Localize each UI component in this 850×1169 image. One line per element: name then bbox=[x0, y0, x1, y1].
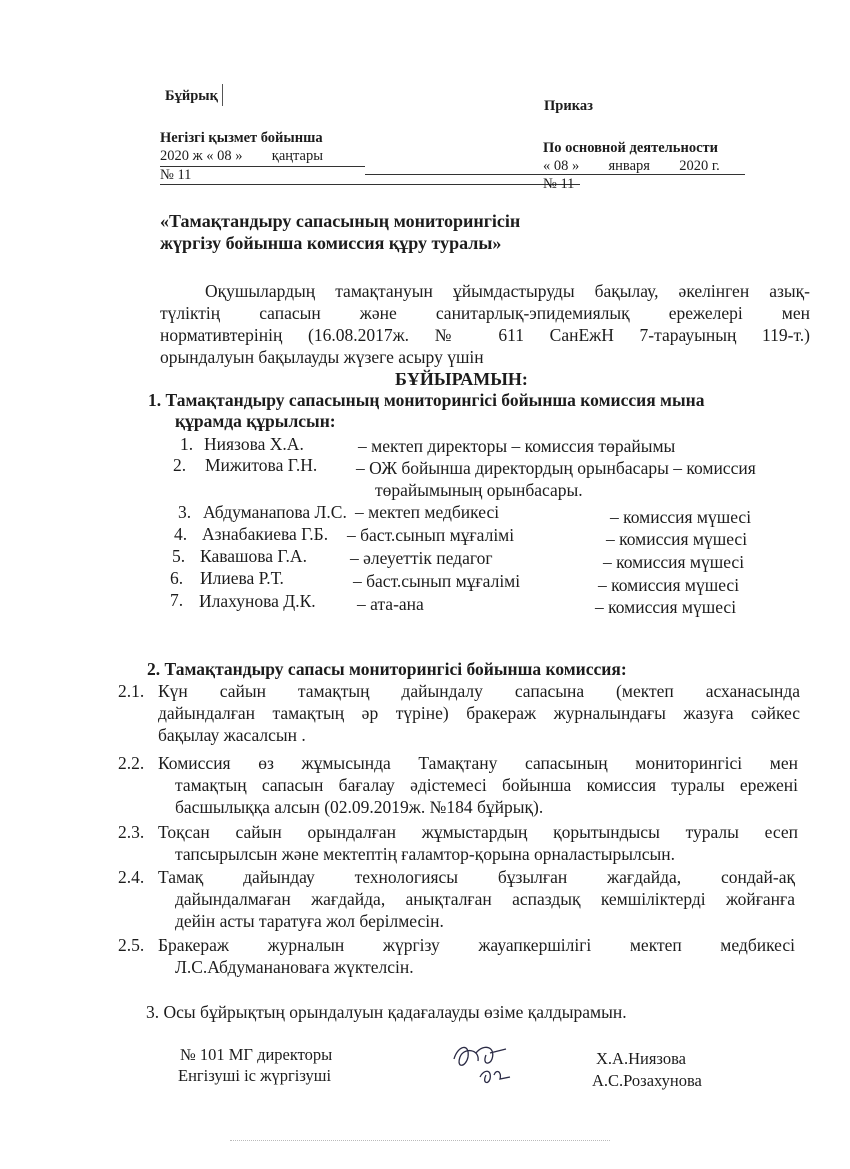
number-kz: № 11 bbox=[160, 167, 192, 183]
member-6-role: – комиссия мүшесі bbox=[598, 575, 740, 595]
item-2-1-line-3: бақылау жасалсын . bbox=[158, 725, 306, 745]
member-5-num: 5. bbox=[172, 546, 186, 566]
member-4-name: Азнабакиева Г.Б. bbox=[202, 524, 329, 544]
preamble-line-3: нормативтерінің (16.08.2017ж. № 611 СанЕжН 7-тарауының 119-т.) bbox=[160, 325, 810, 345]
member-7-name: Илахунова Д.К. bbox=[199, 591, 316, 611]
item-2-4-line-1: Тамақ дайындау технологиясы бұзылған жағдайда, сондай-ақ bbox=[158, 867, 795, 887]
member-5-role: – комиссия мүшесі bbox=[603, 552, 745, 572]
item-2-2-line-3: басшылыққа алсын (02.09.2019ж. №184 бұйрық). bbox=[175, 797, 544, 817]
member-6-name: Илиева Р.Т. bbox=[200, 568, 284, 588]
member-2-position: – ОЖ бойынша директордың орынбасары – комиссия bbox=[356, 458, 756, 478]
section1-heading-1: 1. Тамақтандыру сапасының мониторингісі бойынша комиссия мына bbox=[148, 390, 705, 410]
item-2-5-num: 2.5. bbox=[118, 935, 145, 955]
doc-type-kz: Бұйрық bbox=[165, 88, 218, 104]
member-6-num: 6. bbox=[170, 568, 184, 588]
member-1-position: – мектеп директоры – комиссия төрайымы bbox=[358, 436, 676, 456]
section2-heading: 2. Тамақтандыру сапасы мониторингісі бойынша комиссия: bbox=[147, 659, 627, 679]
activity-ru: По основной деятельности bbox=[543, 140, 718, 156]
item-2-5-line-2: Л.С.Абдуманановаға жүктелсін. bbox=[175, 957, 414, 977]
signature-director-title: № 101 МГ директоры bbox=[180, 1045, 333, 1064]
member-3-role: – комиссия мүшесі bbox=[610, 507, 752, 527]
item-2-4-line-2: дайындалмаған жағдайда, анықталған аспаздық кемшіліктерді жойғанға bbox=[175, 889, 795, 909]
order-word: БҰЙЫРАМЫН: bbox=[395, 369, 528, 389]
signature-scribble-director bbox=[440, 1035, 530, 1095]
item-2-4-num: 2.4. bbox=[118, 867, 145, 887]
item-2-2-line-2: тамақтың сапасын бағалау әдістемесі бойынша комиссия туралы ережені bbox=[175, 775, 798, 795]
preamble-line-4: орындалуын бақылауды жүзеге асыру үшін bbox=[160, 347, 484, 367]
signature-director-name: Х.А.Ниязова bbox=[596, 1049, 686, 1068]
item-2-2-line-1: Комиссия өз жұмысында Тамақтану сапасының мониторингісі мен bbox=[158, 753, 798, 773]
item-2-3-line-2: тапсырылсын және мектептің ғаламтор-қорына орналастырылсын. bbox=[175, 844, 675, 864]
member-4-role: – комиссия мүшесі bbox=[606, 529, 748, 549]
section3-text: 3. Осы бұйрықтың орындалуын қадағалауды өзіме қалдырамын. bbox=[146, 1002, 627, 1022]
item-2-3-num: 2.3. bbox=[118, 822, 145, 842]
number-ru: № 11 bbox=[543, 176, 575, 192]
signature-clerk-name: А.С.Розахунова bbox=[592, 1071, 702, 1090]
item-2-5-line-1: Бракераж журналын жүргізу жауапкершілігі мектеп медбикесі bbox=[158, 935, 795, 955]
member-3-name: Абдуманапова Л.С. bbox=[203, 502, 347, 522]
member-2-position-cont: төрайымының орынбасары. bbox=[375, 480, 583, 500]
item-2-1-num: 2.1. bbox=[118, 681, 145, 701]
member-7-position: – ата-ана bbox=[357, 594, 424, 614]
date-ru-underline bbox=[365, 174, 745, 175]
doc-type-ru: Приказ bbox=[544, 98, 593, 114]
member-1-num: 1. bbox=[180, 434, 194, 454]
section1-heading-2: құрамда құрылсын: bbox=[175, 411, 336, 431]
scan-mark bbox=[222, 84, 223, 106]
date-kz bbox=[160, 148, 323, 165]
member-4-num: 4. bbox=[174, 524, 188, 544]
member-7-role: – комиссия мүшесі bbox=[595, 597, 737, 617]
date-ru-day: « 08 » bbox=[543, 158, 580, 174]
scan-artifact bbox=[230, 1140, 610, 1142]
preamble-line-2: түліктің сапасын және санитарлық-эпидемиялық ережелері мен bbox=[160, 303, 810, 323]
date-kz-day: « 08 » bbox=[206, 148, 243, 164]
item-2-1-line-2: дайындалған тамақтың әр түріне) бракераж журналындағы жазуға сәйкес bbox=[158, 703, 800, 723]
member-2-num: 2. bbox=[173, 455, 187, 475]
number-underline bbox=[160, 184, 580, 185]
date-ru-month: января bbox=[608, 158, 650, 174]
member-3-num: 3. bbox=[178, 502, 192, 522]
member-5-name: Кавашова Г.А. bbox=[200, 546, 307, 566]
date-ru-year: 2020 г. bbox=[679, 158, 720, 174]
member-4-position: – баст.сынып мұғалімі bbox=[347, 525, 515, 545]
item-2-3-line-1: Тоқсан сайын орындалған жұмыстардың қорытындысы туралы есеп bbox=[158, 822, 798, 842]
item-2-4-line-3: дейін асты таратуға жол берілмесін. bbox=[175, 911, 444, 931]
date-ru bbox=[543, 158, 720, 175]
member-7-num: 7. bbox=[170, 590, 184, 610]
date-kz-year: 2020 ж bbox=[160, 148, 203, 164]
title-line-1: «Тамақтандыру сапасының мониторингісін bbox=[160, 211, 521, 231]
activity-kz: Негізгі қызмет бойынша bbox=[160, 130, 323, 146]
date-kz-month: қаңтары bbox=[271, 148, 323, 164]
signature-clerk-title: Енгізуші іс жүргізуші bbox=[178, 1066, 332, 1085]
member-5-position: – әлеуеттік педагог bbox=[350, 548, 493, 568]
member-3-position: – мектеп медбикесі bbox=[355, 502, 500, 522]
member-2-name: Мижитова Г.Н. bbox=[205, 455, 318, 475]
item-2-1-line-1: Күн сайын тамақтың дайындалу сапасына (мектеп асханасында bbox=[158, 681, 800, 701]
title-line-2: жүргізу бойынша комиссия құру туралы» bbox=[160, 233, 502, 253]
item-2-2-num: 2.2. bbox=[118, 753, 145, 773]
preamble-line-1: Оқушылардың тамақтануын ұйымдастыруды бақылау, әкелінген азық- bbox=[205, 281, 810, 301]
member-6-position: – баст.сынып мұғалімі bbox=[353, 571, 521, 591]
member-1-name: Ниязова Х.А. bbox=[204, 434, 304, 454]
